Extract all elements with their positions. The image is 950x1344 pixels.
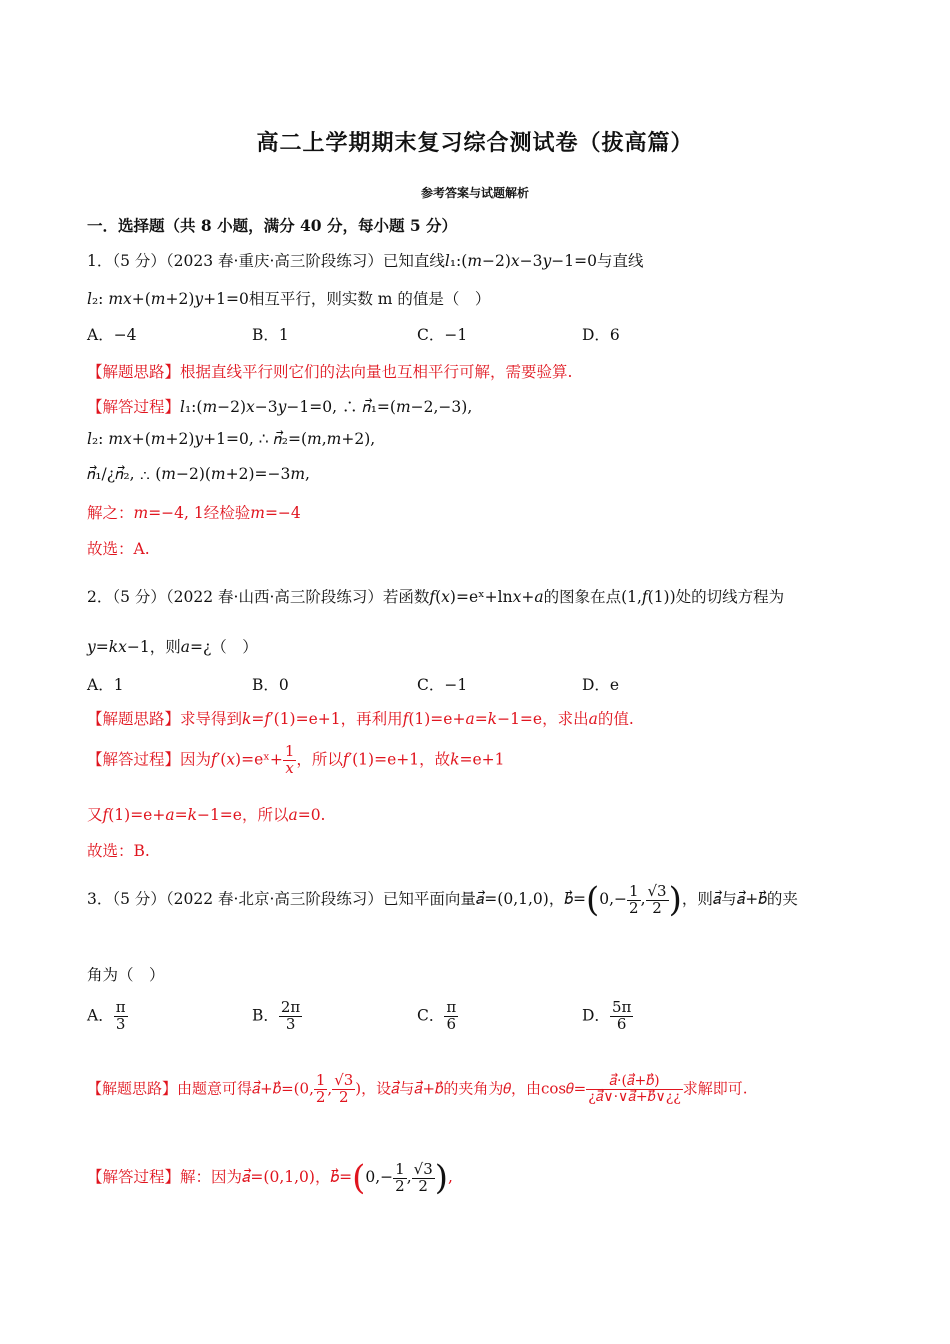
q2-solution-line2: 又𝑓(1)=e+𝑎=𝑘−1=e，所以𝑎=0. <box>87 806 326 824</box>
q3-b-f2-num: √3 <box>647 881 667 900</box>
q3-option-b-letter: B． <box>252 1006 279 1025</box>
q3-option-d-den: 6 <box>616 1014 627 1033</box>
q1-solution-line3: 𝑛⃗₁/¿𝑛⃗₂, ∴ (𝑚−2)(𝑚+2)=−3𝑚, <box>87 465 310 483</box>
q3-option-b-num: 2π <box>280 998 301 1016</box>
q3-sol-open-paren: ( <box>352 1158 366 1198</box>
q3-hint-fraction2 <box>332 1073 355 1106</box>
q3-sol-post: , <box>448 1168 453 1186</box>
q3-solution-line1 <box>87 1158 453 1198</box>
q2-option-b: B．0 <box>252 676 289 694</box>
q2-solution-line1 <box>87 744 505 777</box>
q1-option-b: B．1 <box>252 326 289 344</box>
q3-option-a-den: 3 <box>115 1014 126 1033</box>
q3-sol-mid: 0,− <box>365 1168 394 1186</box>
q1-answer: 故选：A. <box>87 540 150 558</box>
q3-option-c-fraction <box>444 1000 458 1033</box>
q3-b-f1-den: 2 <box>629 898 639 917</box>
q2-stem-line1: 2．（5 分）（2022 春·山西·高三阶段练习）若函数𝑓(𝑥)=eˣ+ln𝑥+𝑎的图象在点(1,𝑓(1))处的切线方程为 <box>87 588 785 606</box>
q3-b-mid: 0,− <box>599 890 628 908</box>
q1-solution-label: 【解答过程】 <box>87 398 181 416</box>
q2-solution-post: ，所以𝑓′(1)=e+1，故𝑘=e+1 <box>296 750 505 769</box>
q3-option-c-letter: C． <box>417 1006 445 1025</box>
q1-hint-text: 根据直线平行则它们的法向量也互相平行可解，需要验算. <box>180 363 573 381</box>
q3-stem-line1 <box>87 880 798 920</box>
q2-stem-line2: 𝑦=𝑘𝑥−1，则𝑎=¿（ ） <box>87 638 258 656</box>
q1-hint-label: 【解题思路】 <box>87 363 181 381</box>
q3-hint-cos-fraction <box>586 1074 682 1104</box>
q3-option-c-num: π <box>446 998 457 1016</box>
q3-sol-f2-num: √3 <box>413 1159 433 1178</box>
q2-fraction-den: 𝑥 <box>285 758 294 777</box>
q3-sol-comma: , <box>406 1168 412 1186</box>
q3-hint-cos-den: ¿𝑎⃗∨·∨𝑎⃗+𝑏⃗∨¿¿ <box>588 1088 681 1105</box>
q2-solution-fraction <box>283 744 297 777</box>
q3-sol-fraction2 <box>412 1159 435 1195</box>
q3-stem-post: ，则𝑎⃗与𝑎⃗+𝑏⃗的夹 <box>681 890 798 908</box>
q1-stem-line1: 1．（5 分）（2023 春·重庆·高三阶段练习）已知直线𝑙₁:(𝑚−2)𝑥−3𝑦−1=0与直线 <box>87 252 644 270</box>
q3-hint-comma: , <box>327 1079 333 1098</box>
q3-b-close-paren: ) <box>668 880 682 920</box>
q3-hint-f1-den: 2 <box>315 1087 326 1106</box>
q3-hint-cos-num: 𝑎⃗·(𝑎⃗+𝑏⃗) <box>586 1074 682 1090</box>
q3-b-f1-num: 1 <box>629 881 639 900</box>
q1-solution-line4: 解之：𝑚=−4, 1经检验𝑚=−4 <box>87 504 301 522</box>
q1-solution-line1 <box>87 395 472 417</box>
q2-fraction-num: 1 <box>284 742 295 760</box>
q3-option-a-fraction <box>114 1000 128 1033</box>
q3-option-c-den: 6 <box>446 1014 457 1033</box>
q3-solution-label: 【解答过程】 <box>87 1168 181 1186</box>
q3-hint-f1-num: 1 <box>315 1071 326 1089</box>
q3-b-comma: , <box>640 890 646 908</box>
q3-option-d-num: 5π <box>611 998 632 1016</box>
q3-hint-f2-den: 2 <box>338 1087 349 1106</box>
q3-stem-line2: 角为（ ） <box>87 966 165 984</box>
q2-option-a: A．1 <box>87 676 124 694</box>
q3-b-open-paren: ( <box>585 880 600 920</box>
q3-hint <box>87 1073 748 1106</box>
q2-hint-text: 求导得到𝑘=𝑓′(1)=e+1，再利用𝑓(1)=e+𝑎=𝑘−1=e，求出𝑎的值. <box>180 710 634 728</box>
q1-hint <box>87 360 572 382</box>
q3-solution-pre: 解：因为𝑎⃗=(0,1,0)，𝑏⃗= <box>180 1168 353 1186</box>
q3-hint-fraction1 <box>314 1073 328 1106</box>
q2-solution-pre: 因为𝑓′(𝑥)=eˣ+ <box>180 750 283 769</box>
q3-option-b <box>252 1000 302 1033</box>
q3-sol-f1-num: 1 <box>395 1159 405 1178</box>
q1-option-c: C．−1 <box>417 326 468 344</box>
doc-title: 高二上学期期末复习综合测试卷（拔高篇） <box>256 130 694 156</box>
q3-option-b-fraction <box>279 1000 302 1033</box>
section-heading: 一．选择题（共 8 小题，满分 40 分，每小题 5 分） <box>87 216 458 235</box>
q3-option-a-letter: A． <box>87 1006 114 1025</box>
q1-option-a: A．−4 <box>87 326 137 344</box>
q3-option-a-num: π <box>115 998 126 1016</box>
q3-option-c <box>417 1000 458 1033</box>
q3-option-d-fraction <box>610 1000 633 1033</box>
q3-sol-f2-den: 2 <box>418 1176 428 1195</box>
q2-answer: 故选：B. <box>87 842 150 860</box>
q2-option-c: C．−1 <box>417 676 468 694</box>
q3-stem-pre: 3．（5 分）（2022 春·北京·高三阶段练习）已知平面向量𝑎⃗=(0,1,0)，𝑏⃗= <box>87 890 586 908</box>
q2-hint <box>87 707 634 729</box>
q2-hint-label: 【解题思路】 <box>87 710 181 728</box>
q3-hint-label: 【解题思路】 <box>87 1079 178 1098</box>
q3-option-a <box>87 1000 128 1033</box>
q1-solution-text1: 𝑙₁:(𝑚−2)𝑥−3𝑦−1=0, ∴ 𝑛⃗₁=(𝑚−2,−3), <box>180 398 473 416</box>
q2-option-d: D．e <box>582 676 620 694</box>
q3-b-fraction1 <box>627 881 641 917</box>
q3-hint-pre: 由题意可得𝑎⃗+𝑏⃗=(0, <box>177 1079 314 1098</box>
q3-option-b-den: 3 <box>285 1014 296 1033</box>
q3-option-d <box>582 1000 633 1033</box>
doc-subtitle: 参考答案与试题解析 <box>420 186 529 200</box>
q3-b-f2-den: 2 <box>652 898 662 917</box>
q1-option-d: D．6 <box>582 326 620 344</box>
q3-sol-close-paren: ) <box>434 1158 449 1198</box>
q2-solution-label: 【解答过程】 <box>87 750 181 769</box>
q1-stem-line2: 𝑙₂: 𝑚𝑥+(𝑚+2)𝑦+1=0相互平行，则实数 m 的值是（ ） <box>87 290 491 308</box>
q3-hint-mid: )，设𝑎⃗与𝑎⃗+𝑏⃗的夹角为𝜃，由cos𝜃= <box>355 1079 587 1098</box>
q3-sol-f1-den: 2 <box>395 1176 405 1195</box>
q3-sol-fraction1 <box>393 1159 407 1195</box>
q3-hint-f2-num: √3 <box>334 1071 354 1089</box>
q3-option-d-letter: D． <box>582 1006 610 1025</box>
q1-solution-line2: 𝑙₂: 𝑚𝑥+(𝑚+2)𝑦+1=0, ∴ 𝑛⃗₂=(𝑚,𝑚+2), <box>87 430 376 448</box>
q3-b-fraction2 <box>646 881 669 917</box>
q3-hint-post: 求解即可. <box>682 1079 748 1098</box>
